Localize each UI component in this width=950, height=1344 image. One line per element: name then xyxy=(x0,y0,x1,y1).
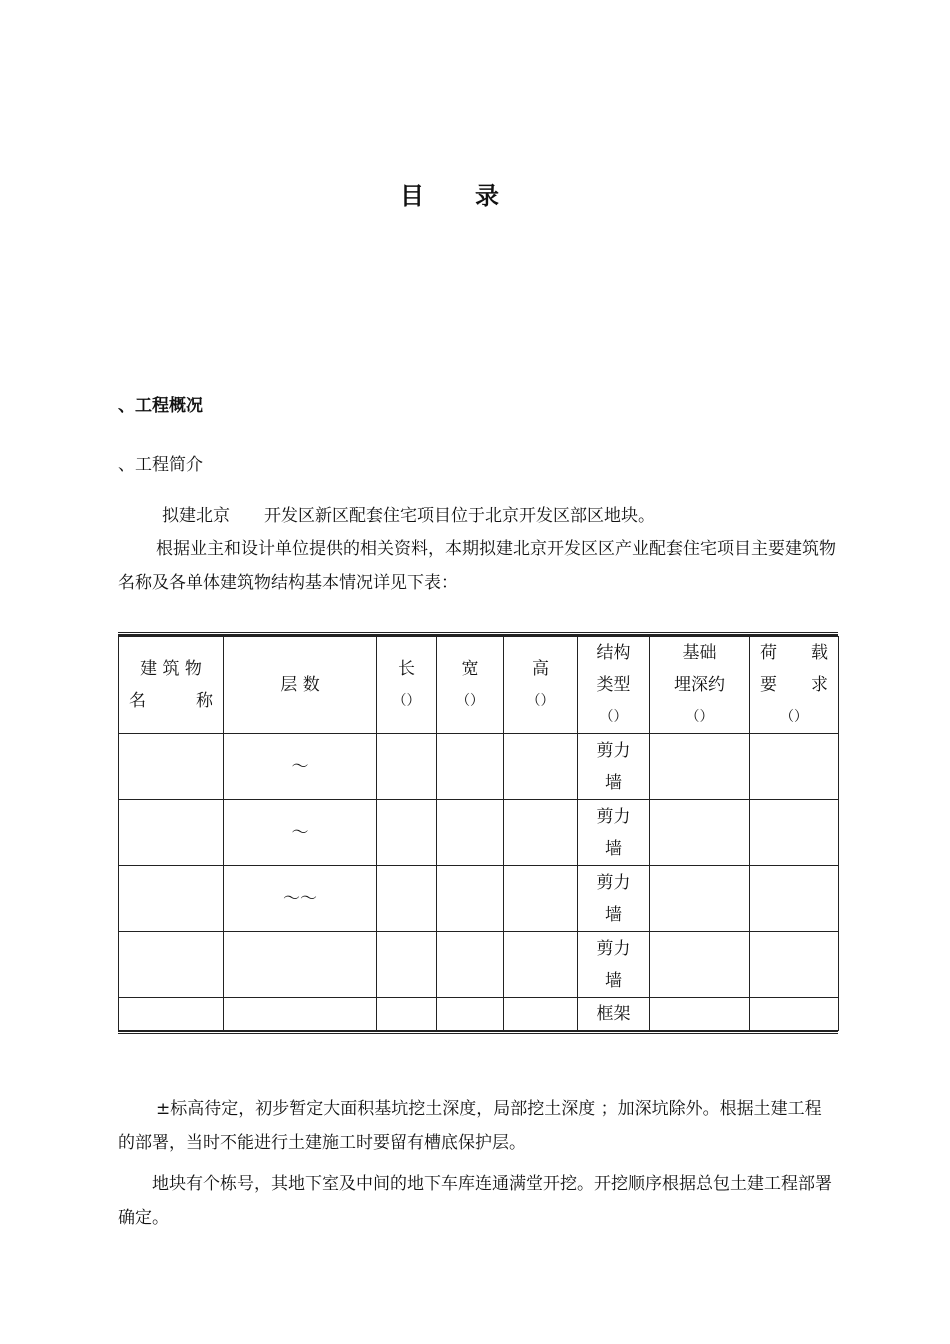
cell-width xyxy=(437,734,504,800)
header-width-unit: （） xyxy=(456,693,484,709)
cell-structure xyxy=(578,866,650,932)
cell-name xyxy=(119,800,224,866)
cell-height xyxy=(504,932,578,998)
cell-height xyxy=(504,866,578,932)
table-row xyxy=(119,998,839,1031)
header-structure-unit: （） xyxy=(599,709,628,725)
header-name-char-b: 称 xyxy=(196,691,213,711)
cell-length xyxy=(377,932,437,998)
building-table xyxy=(118,632,838,1036)
header-height xyxy=(504,637,578,734)
cell-foundation xyxy=(650,734,750,800)
cell-width xyxy=(437,800,504,866)
header-height-unit: （） xyxy=(526,693,555,709)
header-foundation-line1: 基础 xyxy=(682,643,717,663)
header-structure-line1: 结构 xyxy=(596,643,631,663)
paragraph-building-summary: 根据业主和设计单位提供的相关资料，本期拟建北京开发区区产业配套住宅项目主要建筑物名称及各单体建筑物结构基本情况详见下表： xyxy=(118,539,836,593)
header-width-label: 宽 xyxy=(461,659,479,679)
header-load-char-b: 载 xyxy=(811,643,828,663)
cell-structure xyxy=(578,800,650,866)
cell-structure xyxy=(578,998,650,1031)
cell-structure-line1: 剪力 xyxy=(596,872,631,893)
cell-height xyxy=(504,734,578,800)
header-height-label: 高 xyxy=(532,659,549,679)
header-structure-type xyxy=(578,637,650,734)
subsection-heading: 、工程简介 xyxy=(118,455,203,475)
header-foundation-unit: （） xyxy=(685,709,714,725)
cell-floors: ～ xyxy=(224,734,377,800)
cell-structure-line2: 墙 xyxy=(605,904,622,925)
cell-floors: ～ xyxy=(224,800,377,866)
paragraph-project-location: 拟建北京 开发区新区配套住宅项目位于北京开发区部区地块。 xyxy=(162,506,655,526)
cell-foundation xyxy=(650,866,750,932)
cell-foundation xyxy=(650,800,750,866)
section-heading: 、工程概况 xyxy=(118,396,203,416)
paragraph-excavation-depth: ±标高待定，初步暂定大面积基坑挖土深度，局部挖土深度 ；加深坑除外。根据土建工程的部署，当时不能进行土建施工时要留有槽底保护层。 xyxy=(118,1099,822,1153)
cell-foundation xyxy=(650,932,750,998)
header-load-requirement xyxy=(750,637,839,734)
cell-width xyxy=(437,998,504,1031)
header-load-char-a: 荷 xyxy=(760,643,777,663)
cell-length xyxy=(377,800,437,866)
document-title: 目 录 xyxy=(400,182,500,210)
table-bottom-rule xyxy=(118,1031,838,1036)
cell-name xyxy=(119,998,224,1031)
cell-load xyxy=(750,800,839,866)
header-length xyxy=(377,637,437,734)
cell-structure-line2: 墙 xyxy=(605,970,622,991)
cell-floors xyxy=(224,932,377,998)
table-row xyxy=(119,800,839,866)
header-name-line1: 建 筑 物 xyxy=(140,659,202,679)
cell-structure-line1: 框架 xyxy=(596,1004,631,1024)
paragraph-excavation-order: 地块有个栋号，其地下室及中间的地下车库连通满堂开挖。开挖顺序根据总包土建工程部署确定。 xyxy=(118,1174,832,1228)
header-name-char-a: 名 xyxy=(129,691,146,711)
table-header-row xyxy=(119,637,839,734)
cell-load xyxy=(750,734,839,800)
header-load-line2 xyxy=(750,669,838,701)
cell-length xyxy=(377,866,437,932)
table-row xyxy=(119,866,839,932)
cell-width xyxy=(437,932,504,998)
header-load-char-d: 求 xyxy=(811,675,828,695)
header-load-unit: （） xyxy=(780,709,808,725)
header-name-line2 xyxy=(119,685,223,717)
header-foundation-depth xyxy=(650,637,750,734)
cell-structure-line2: 墙 xyxy=(605,772,622,793)
cell-structure xyxy=(578,932,650,998)
table-row xyxy=(119,734,839,800)
cell-name xyxy=(119,866,224,932)
cell-structure-line1: 剪力 xyxy=(596,806,631,827)
cell-foundation xyxy=(650,998,750,1031)
cell-name xyxy=(119,932,224,998)
table-row xyxy=(119,932,839,998)
cell-height xyxy=(504,998,578,1031)
cell-structure-line1: 剪力 xyxy=(596,740,631,761)
cell-structure-line2: 墙 xyxy=(605,838,622,859)
header-load-char-c: 要 xyxy=(760,675,777,695)
header-width xyxy=(437,637,504,734)
header-building-name xyxy=(119,637,224,734)
header-length-unit: （） xyxy=(392,693,421,709)
cell-structure-line1: 剪力 xyxy=(596,938,631,959)
cell-height xyxy=(504,800,578,866)
cell-structure xyxy=(578,734,650,800)
header-load-line1 xyxy=(750,637,838,669)
header-structure-line2: 类型 xyxy=(596,675,631,695)
cell-floors: ～～ xyxy=(224,866,377,932)
cell-width xyxy=(437,866,504,932)
header-floors: 层 数 xyxy=(224,637,377,734)
cell-load xyxy=(750,866,839,932)
cell-load xyxy=(750,998,839,1031)
cell-name xyxy=(119,734,224,800)
cell-load xyxy=(750,932,839,998)
cell-length xyxy=(377,734,437,800)
cell-length xyxy=(377,998,437,1031)
header-length-label: 长 xyxy=(398,659,415,679)
cell-floors xyxy=(224,998,377,1031)
header-foundation-line2: 埋深约 xyxy=(674,675,725,695)
